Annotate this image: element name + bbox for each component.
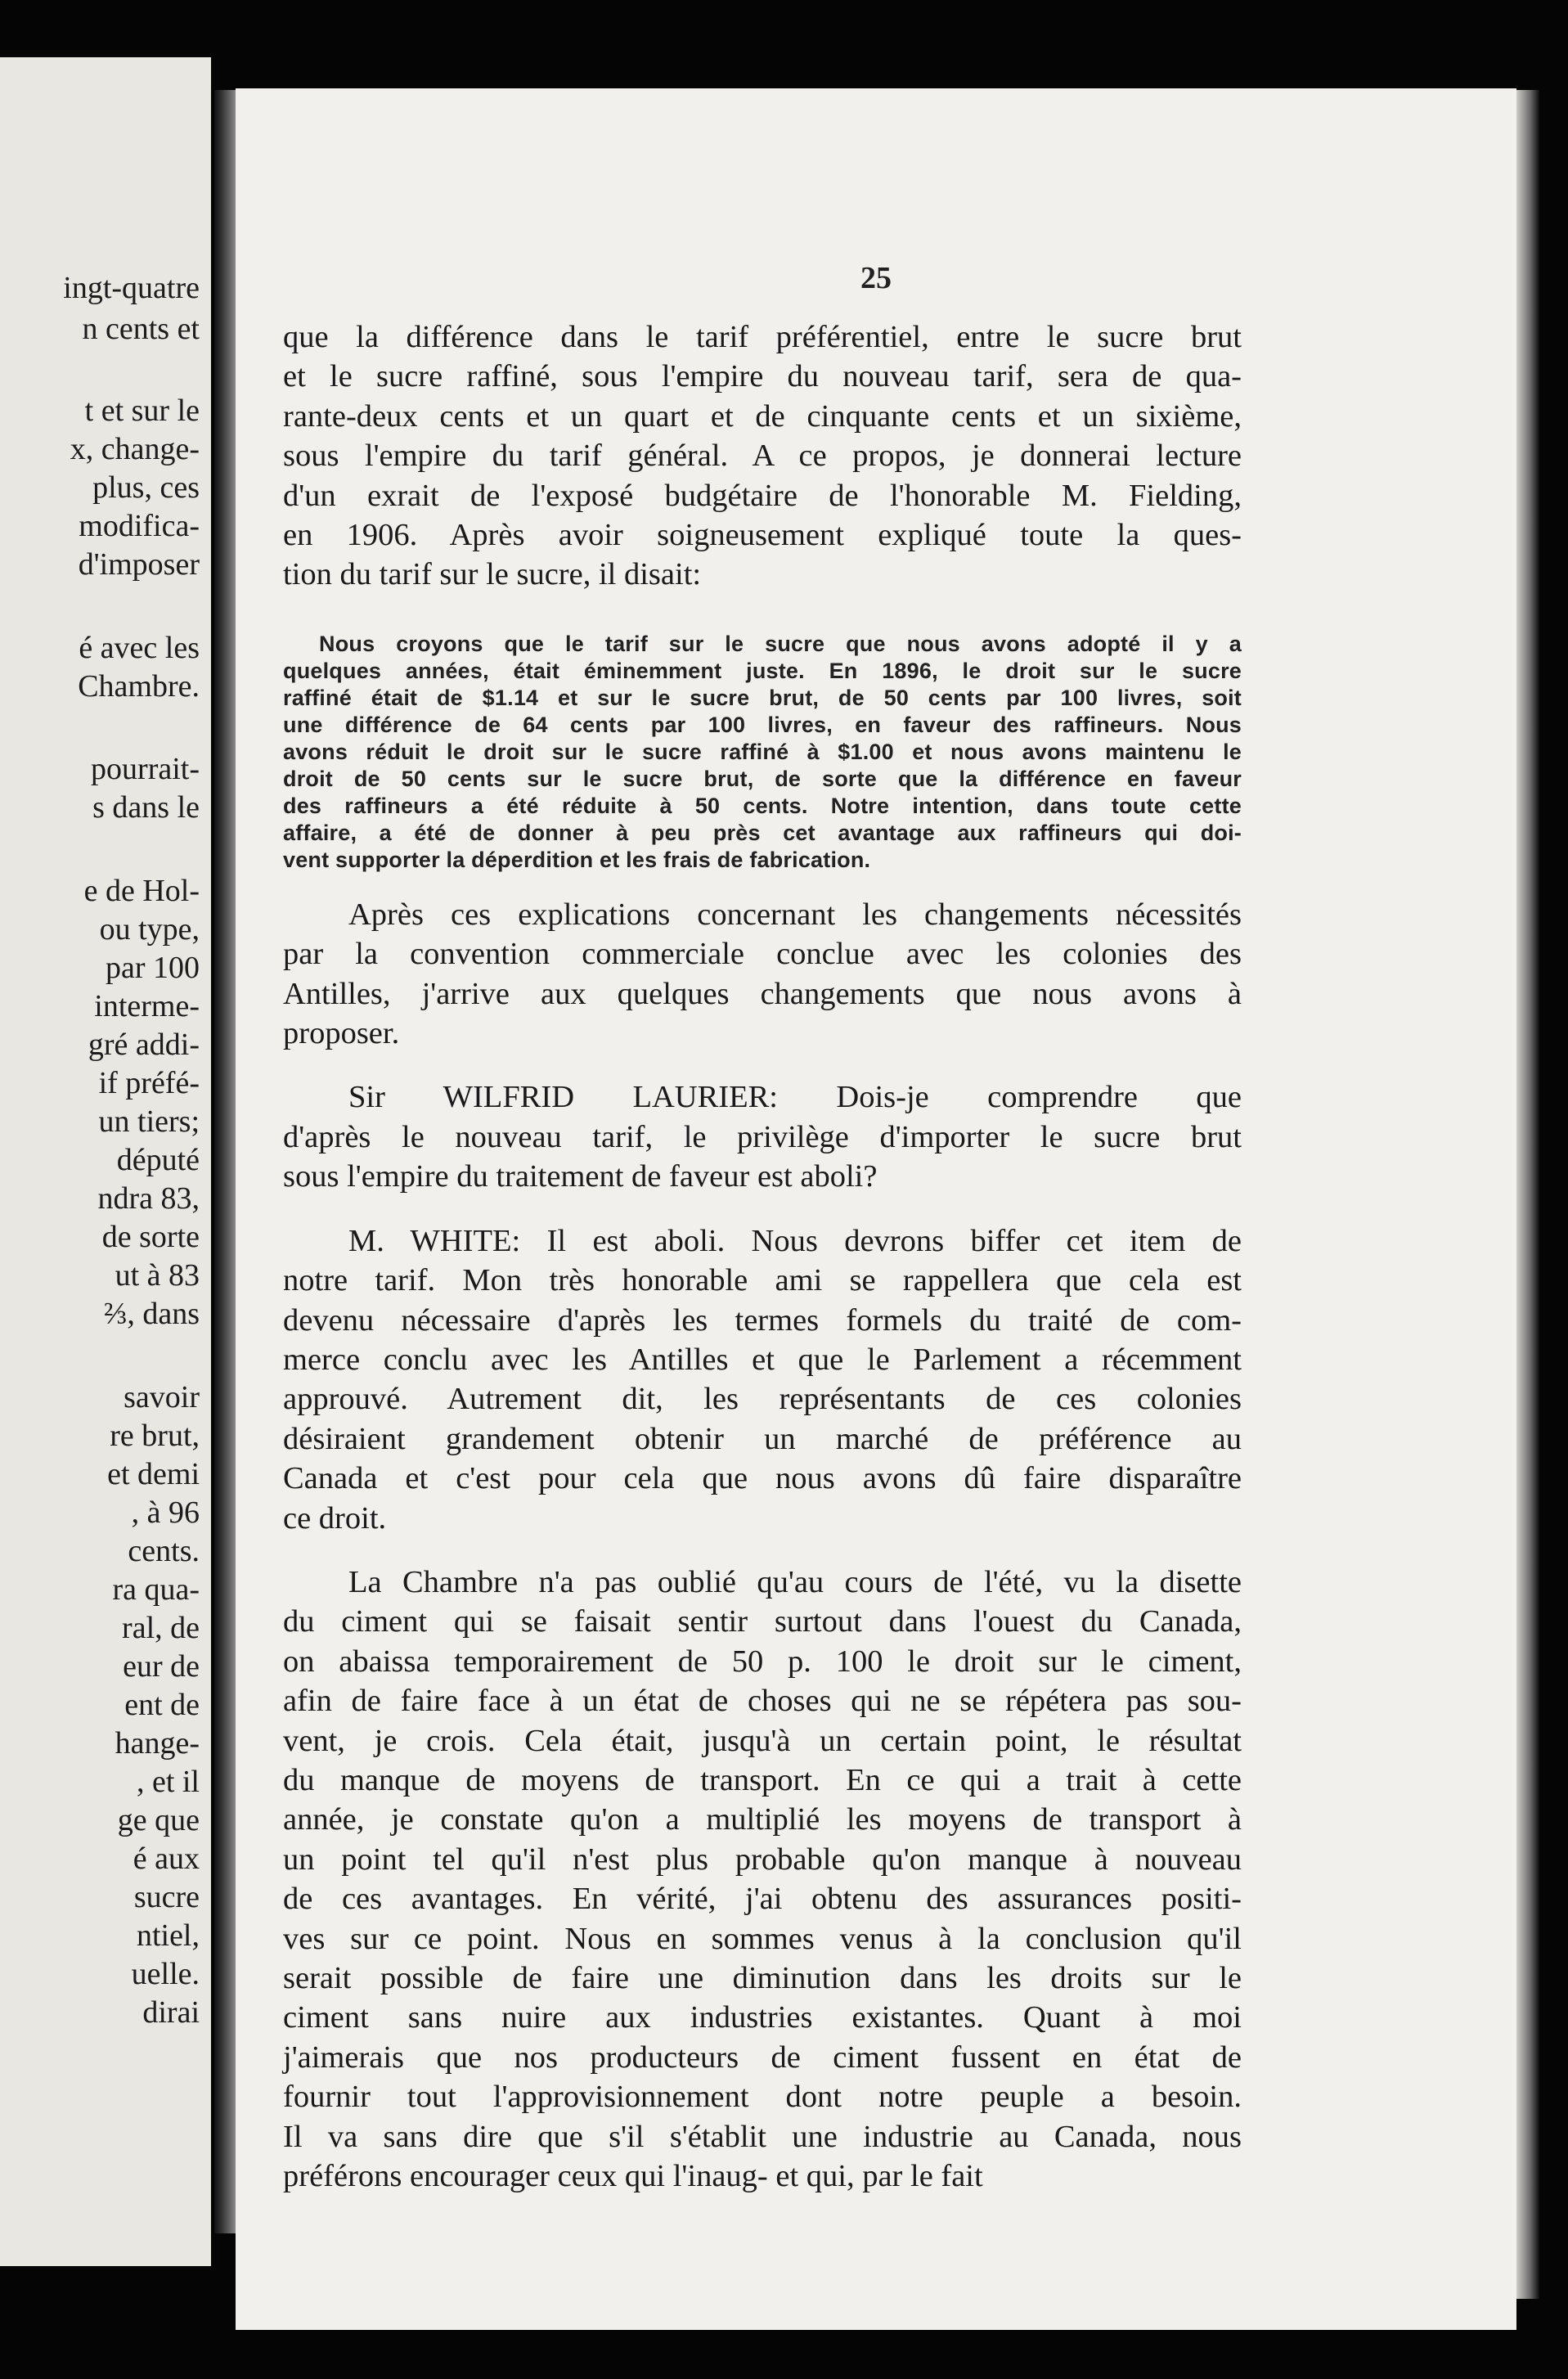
text-line: désiraient grandement obtenir un marché de préférence au [283, 1421, 1242, 1456]
left-page-line: et demi [107, 1457, 200, 1491]
left-page-line: ndra 83, [97, 1181, 200, 1216]
right-page-edge [1516, 90, 1539, 2299]
left-page-line: député [116, 1143, 200, 1177]
left-page-fragment [0, 57, 211, 2266]
text-line: Antilles, j'arrive aux quelques changements que nous avons à [283, 976, 1242, 1011]
text-line: approuvé. Autrement dit, les représentants de ces colonies [283, 1382, 1242, 1417]
left-page-line: par 100 [105, 951, 200, 985]
left-page-line: eur de [123, 1649, 200, 1684]
text-line: du ciment qui se faisait sentir surtout dans l'ouest du Canada, [283, 1604, 1242, 1639]
text-line: notre tarif. Mon très honorable ami se rappellera que cela est [283, 1263, 1242, 1298]
paragraph-4 [283, 1221, 1242, 1538]
left-page-line: , et il [136, 1765, 200, 1799]
text-line: vent supporter la déperdition et les frais de fabrication. [283, 847, 871, 872]
left-page-line: un tiers; [98, 1104, 200, 1139]
left-page-line: savoir [124, 1380, 200, 1414]
text-line: ce droit. [283, 1500, 387, 1536]
paragraph-2 [283, 895, 1242, 1054]
left-page-line: ingt-quatre [63, 271, 200, 305]
page [236, 88, 1516, 2330]
left-page-line: Chambre. [78, 669, 200, 704]
text-line: tion du tarif sur le sucre, il disait: [283, 557, 702, 592]
left-page-line: sucre [133, 1880, 200, 1914]
text-line: rante-deux cents et un quart et de cinquante cents et un sixième, [283, 398, 1242, 434]
page-number: 25 [860, 261, 892, 295]
left-page-line: é aux [133, 1842, 200, 1876]
text-line: fournir tout l'approvisionnement dont notre peuple a besoin. [283, 2080, 1242, 2115]
left-page-line: ⅔, dans [103, 1297, 200, 1331]
left-page-line: de sorte [101, 1220, 200, 1254]
left-page-line: t et sur le [84, 394, 200, 428]
left-page-line: gré addi- [88, 1028, 200, 1062]
left-page-line: , à 96 [131, 1495, 200, 1530]
text-line: Canada et c'est pour cela que nous avons dû faire disparaître [283, 1461, 1242, 1496]
left-page-line: x, change- [70, 432, 200, 466]
book-gutter [214, 90, 236, 2233]
left-page-line: ut à 83 [115, 1258, 200, 1293]
text-line: ves sur ce point. Nous en sommes venus à la conclusion qu'il [283, 1921, 1242, 1956]
text-line: un point tel qu'il n'est plus probable qu'on manque à nouveau [283, 1842, 1242, 1877]
text-line: quelques années, était éminemment juste. En 1896, le droit sur le sucre [283, 658, 1242, 683]
text-line: Après ces explications concernant les changements nécessités [348, 897, 1242, 932]
text-line: des raffineurs a été réduite à 50 cents. Notre intention, dans toute cette [283, 793, 1242, 818]
text-line: année, je constate qu'on a multiplié les moyens de transport à [283, 1802, 1242, 1837]
left-page-line: dirai [142, 1995, 200, 2030]
text-line: Nous croyons que le tarif sur le sucre que nous avons adopté il y a [319, 631, 1242, 656]
text-line: afin de faire face à un état de choses qui ne se répétera pas sou- [283, 1684, 1242, 1719]
text-line: Il va sans dire que s'il s'établit une industrie au Canada, nous [283, 2119, 1242, 2154]
left-page-line: interme- [94, 989, 200, 1023]
left-page-line: é avec les [79, 631, 200, 665]
text-line: affaire, a été de donner à peu près cet avantage aux raffineurs qui doi- [283, 820, 1242, 845]
left-page-line: if préfé- [98, 1066, 200, 1100]
text-line: j'aimerais que nos producteurs de ciment fussent en état de [283, 2039, 1242, 2075]
left-page-line: hange- [115, 1726, 200, 1761]
text-line: par la convention commerciale conclue avec les colonies des [283, 937, 1242, 972]
paragraph-5 [283, 1563, 1242, 2197]
left-page-line: modifica- [79, 509, 200, 543]
text-line: devenu nécessaire d'après les termes formels du traité de com- [283, 1302, 1242, 1338]
text-line: Sir WILFRID LAURIER: Dois-je comprendre que [348, 1080, 1242, 1115]
left-page-line: pourrait- [91, 752, 200, 786]
left-page-line: ge que [117, 1803, 200, 1837]
left-page-line: ntiel, [136, 1918, 200, 1953]
left-page-line: uelle. [131, 1957, 200, 1991]
text-line: merce conclu avec les Antilles et que le Parlement a récemment [283, 1342, 1242, 1377]
left-page-line: s dans le [92, 790, 200, 825]
text-line: que la différence dans le tarif préférentiel, entre le sucre brut [283, 320, 1242, 354]
text-line: vent, je crois. Cela était, jusqu'à un certain point, le résultat [283, 1723, 1242, 1758]
text-line: serait possible de faire une diminution dans les droits sur le [283, 1961, 1242, 1995]
block-quote [283, 631, 1242, 874]
text-line: sous l'empire du tarif général. A ce propos, je donnerai lecture [283, 438, 1242, 474]
text-line: du manque de moyens de transport. En ce qui a trait à cette [283, 1762, 1242, 1797]
left-page-line: n cents et [82, 312, 200, 346]
text-line: de ces avantages. En vérité, j'ai obtenu des assurances positi- [283, 1882, 1242, 1917]
text-line: en 1906. Après avoir soigneusement expliqué toute la ques- [283, 518, 1242, 553]
text-line: raffiné était de $1.14 et sur le sucre brut, de 50 cents par 100 livres, soit [283, 685, 1242, 710]
paragraph-3 [283, 1077, 1242, 1196]
left-page-line: cents. [128, 1534, 200, 1568]
text-line: et le sucre raffiné, sous l'empire du nouveau tarif, sera de qua- [283, 359, 1242, 394]
paragraph-1 [283, 317, 1242, 595]
text-line: M. WHITE: Il est aboli. Nous devrons biffer cet item de [348, 1223, 1242, 1258]
text-line: ciment sans nuire aux industries existantes. Quant à moi [283, 2000, 1242, 2035]
text-line: une différence de 64 cents par 100 livres, en faveur des raffineurs. Nous [283, 712, 1242, 737]
text-line: d'après le nouveau tarif, le privilège d'importer le sucre brut [283, 1119, 1242, 1154]
left-page-line: re brut, [110, 1419, 200, 1453]
text-line: proposer. [283, 1016, 400, 1051]
left-page-line: plus, ces [92, 470, 200, 505]
text-line: on abaissa temporairement de 50 p. 100 le droit sur le ciment, [283, 1644, 1242, 1679]
left-page-line: ra qua- [112, 1572, 200, 1607]
left-page-line: ral, de [122, 1611, 200, 1645]
text-line: d'un exrait de l'exposé budgétaire de l'honorable M. Fielding, [283, 478, 1242, 513]
text-line: La Chambre n'a pas oublié qu'au cours de l'été, vu la disette [348, 1564, 1242, 1599]
text-line: sous l'empire du traitement de faveur est aboli? [283, 1159, 878, 1194]
page-body [283, 317, 1242, 2196]
text-line: avons réduit le droit sur le sucre raffiné à $1.00 et nous avons maintenu le [283, 739, 1242, 764]
text-line: droit de 50 cents sur le sucre brut, de sorte que la différence en faveur [283, 766, 1242, 791]
text-line: préférons encourager ceux qui l'inaug- et qui, par le fait [283, 2159, 983, 2194]
left-page-line: ou type, [99, 912, 200, 947]
left-page-line: e de Hol- [83, 874, 200, 908]
left-page-line: d'imposer [78, 547, 200, 582]
left-page-line: ent de [124, 1688, 200, 1722]
